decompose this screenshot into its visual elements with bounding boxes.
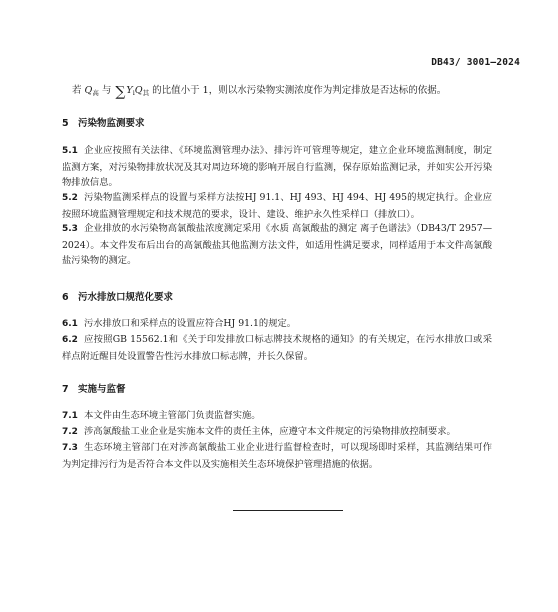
formula-yi-qother: $Y_iQ_其$	[126, 85, 150, 97]
section-5-heading: 5 污染物监测要求	[62, 118, 145, 129]
paragraph-5-2: 5.2 污染物监测采样点的设置与采样方法按HJ 91.1、HJ 493、HJ 494、HJ 495的规定执行。企业应按照环境监测管理规定和技术规范的要求，设计、建设、维护永久性采样口（排放口）。	[62, 192, 492, 220]
end-of-document-rule	[233, 510, 343, 511]
paragraph-7-2: 7.2 涉高氯酸盐工业企业是实施本文件的责任主体，应遵守本文件规定的污染物排放控制要求。	[62, 426, 456, 437]
intro-and: 与	[101, 85, 112, 96]
document-code: DB43/ 3001—2024	[431, 57, 520, 68]
intro-suffix: 的比值小于 1，则以水污染物实测浓度作为判定排放是否达标的依据。	[152, 85, 447, 96]
intro-prefix: 若	[72, 85, 82, 96]
paragraph-6-1: 6.1 污水排放口和采样点的设置应符合HJ 91.1的规定。	[62, 318, 297, 329]
paragraph-7-3: 7.3 生态环境主管部门在对涉高氯酸盐工业企业进行监督检查时，可以现场即时采样，其监测结果可作为判定排污行为是否符合本文件以及实施相关生态环境保护管理措施的依据。	[62, 442, 492, 470]
section-7-heading: 7 实施与监督	[62, 384, 126, 395]
paragraph-7-1: 7.1 本文件由生态环境主管部门负责监督实施。	[62, 410, 261, 421]
paragraph-6-2: 6.2 应按照GB 15562.1和《关于印发排放口标志牌技术规格的通知》的有关规定，在污水排放口或采样点附近醒目处设置警告性污水排放口标志牌，并长久保留。	[62, 334, 492, 362]
section-6-heading: 6 污水排放口规范化要求	[62, 292, 174, 303]
formula-q-high: $Q_高$	[84, 85, 99, 97]
summation-symbol: ∑	[115, 84, 126, 100]
paragraph-5-1: 5.1 企业应按照有关法律、《环境监测管理办法》、排污许可管理等规定，建立企业环境监测制度，制定监测方案，对污染物排放状况及其对周边环境的影响开展自行监测，保存原始监测记录，并如实公开污染物排放信息。	[62, 145, 492, 188]
paragraph-5-3: 5.3 企业排放的水污染物高氯酸盐浓度测定采用《水质 高氯酸盐的测定 离子色谱法》（DB43/T 2957—2024）。本文件发布后出台的高氯酸盐其他监测方法文件，如适用性满足要求，同样适用于本文件高氯酸盐污染物的测定。	[62, 223, 492, 266]
intro-formula-sentence	[72, 82, 446, 100]
